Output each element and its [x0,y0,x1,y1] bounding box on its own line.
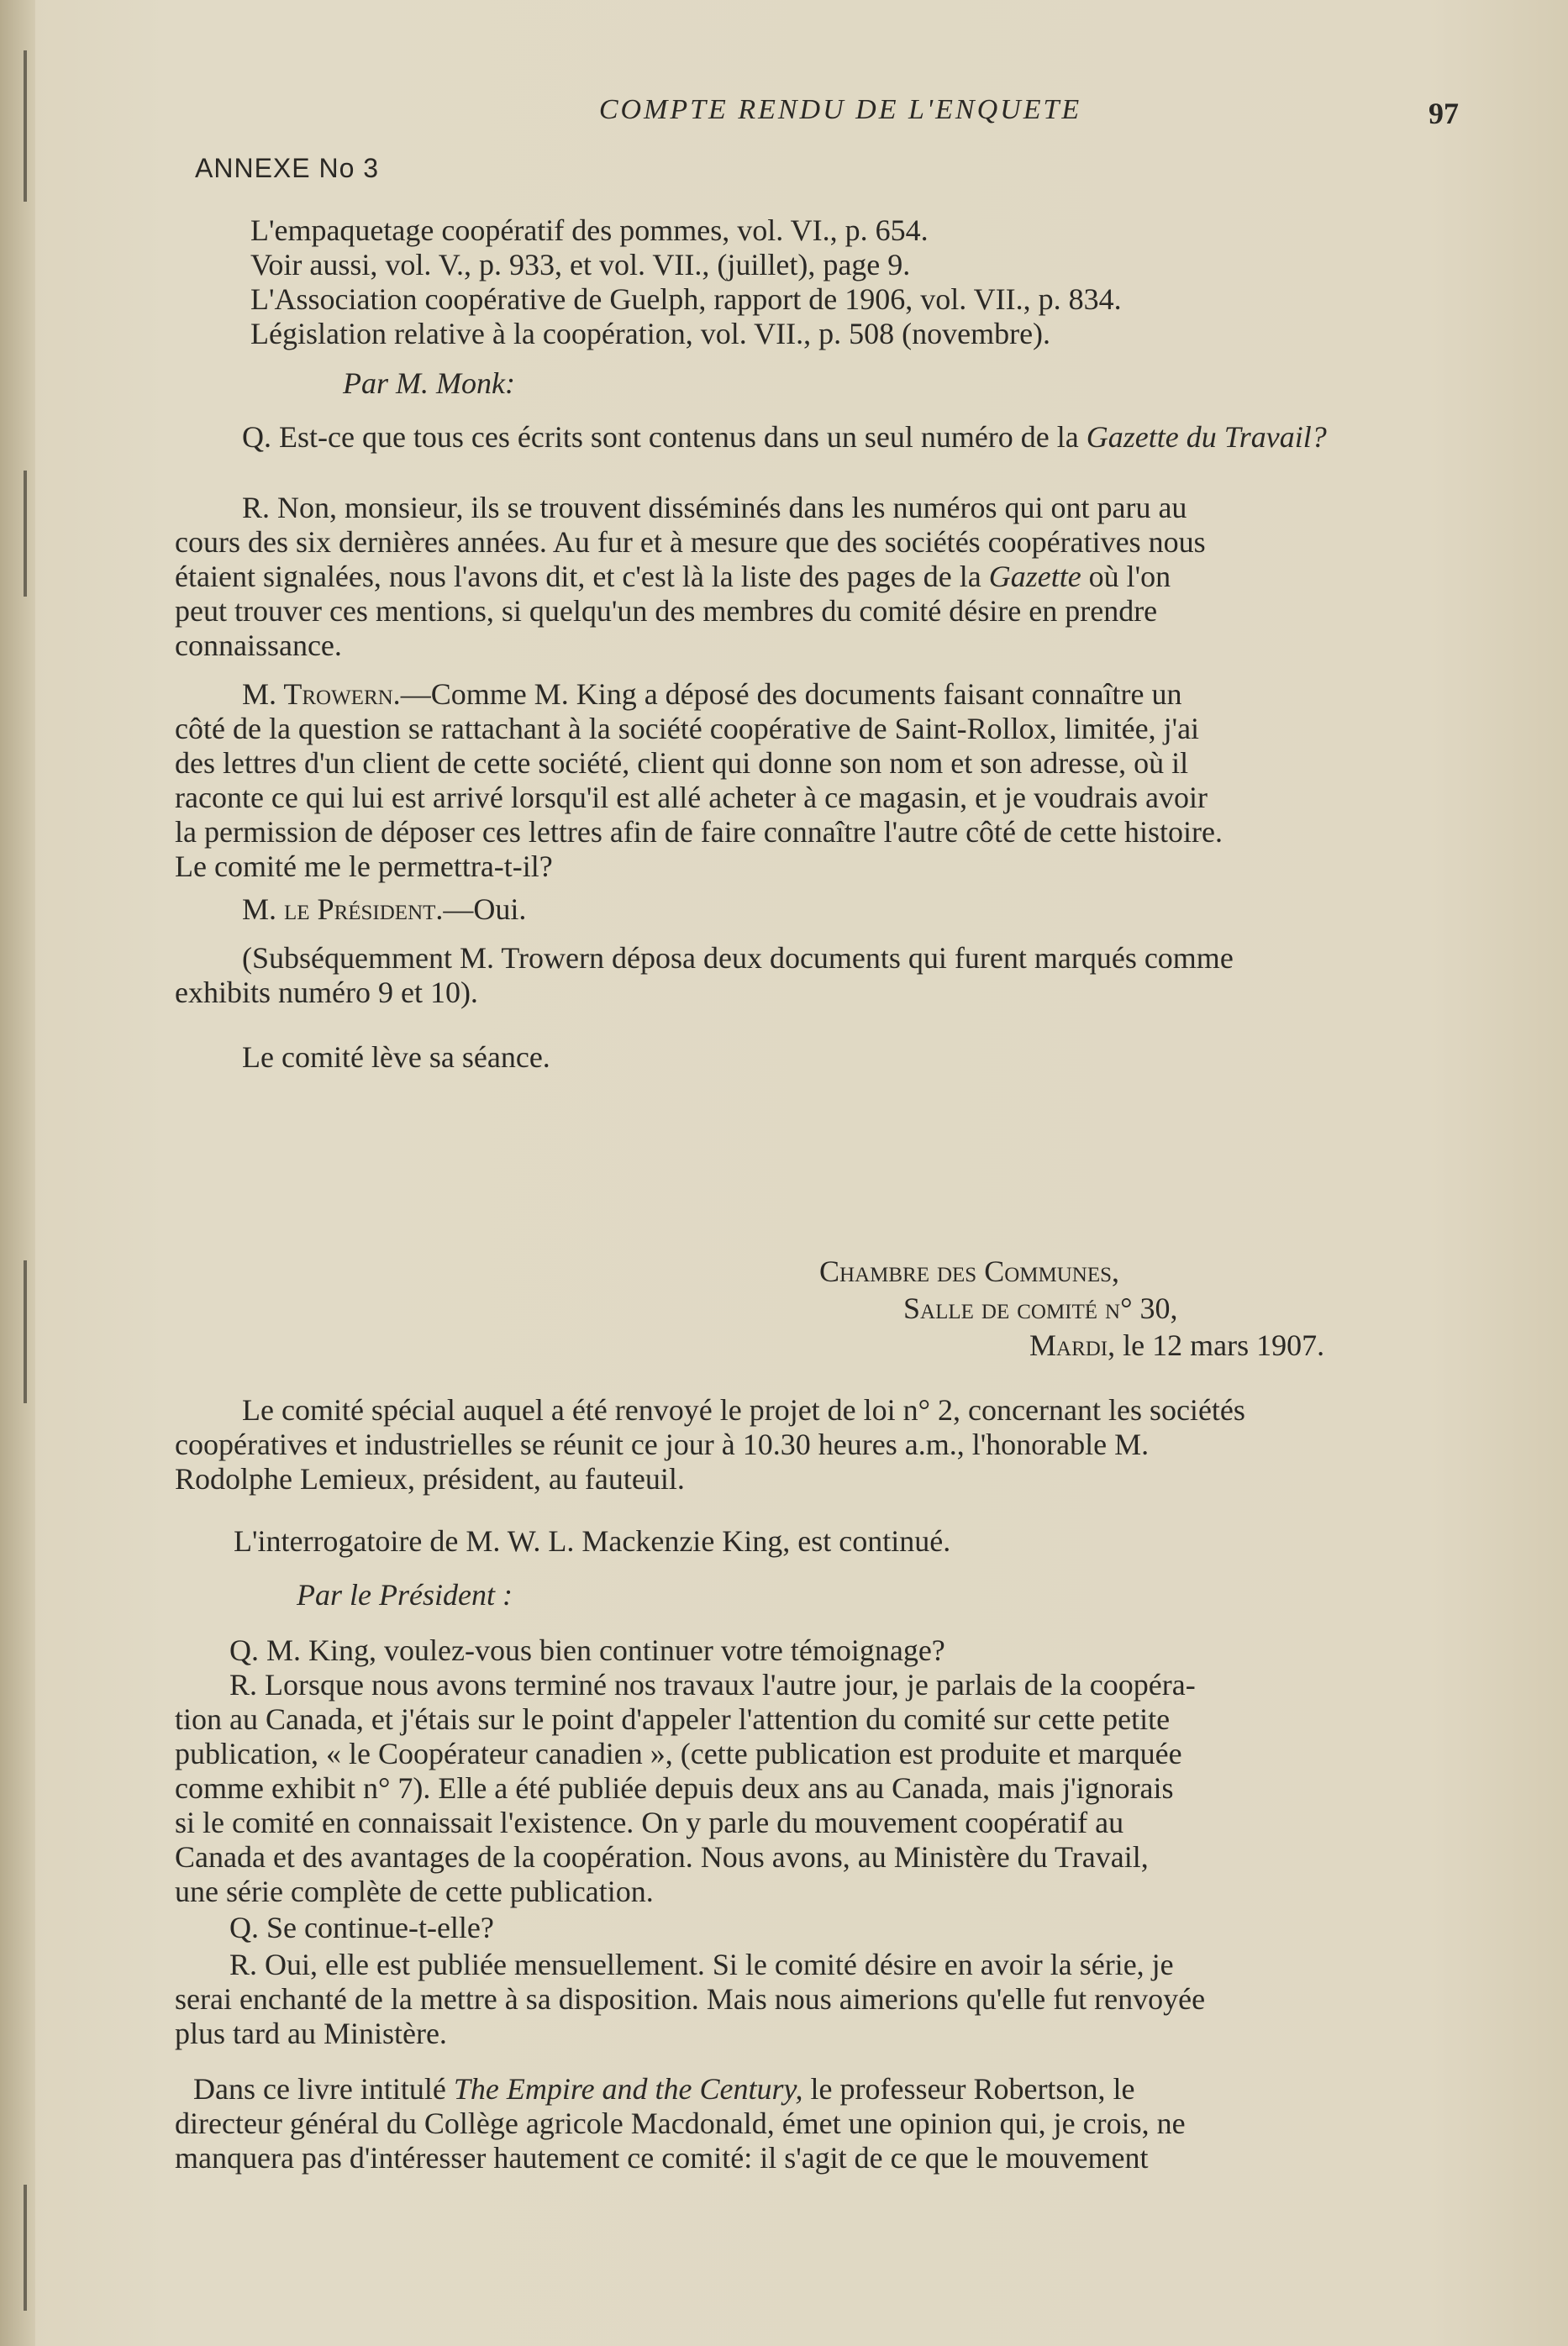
answer-line: R. Oui, elle est publiée mensuellement. Si le comité désire en avoir la série, je [229,1948,1174,1981]
adjournment: Le comité lève sa séance. [242,1040,550,1074]
trowern-statement [242,677,1181,712]
paragraph-text: le professeur Robertson, le [802,2072,1135,2106]
question-text: Q. Est-ce que tous ces écrits sont contenus dans un seul numéro de la [242,420,1087,454]
gazette-title: Gazette du Travail? [1086,420,1327,454]
note-line: exhibits numéro 9 et 10). [175,976,478,1009]
final-paragraph-line: manquera pas d'intéresser hautement ce comité: il s'agit de ce que le mouvement [175,2141,1149,2175]
question: Q. M. King, voulez-vous bien continuer votre témoignage? [229,1633,945,1667]
speaker-heading: Par M. Monk: [343,366,515,400]
question: Q. Se continue-t-elle? [229,1911,494,1944]
answer-text: où l'on [1081,560,1171,593]
reference-item: L'empaquetage coopératif des pommes, vol. VI., p. 654. [250,213,929,247]
answer-line: cours des six dernières années. Au fur et à mesure que des sociétés coopératives nous [175,525,1206,559]
final-paragraph-line [193,2072,1134,2107]
paragraph-text: Dans ce livre intitulé [193,2072,454,2106]
answer-line: si le comité en connaissait l'existence. On y parle du mouvement coopératif au [175,1806,1124,1839]
statement-line: des lettres d'un client de cette société, client qui donne son nom et son adresse, où il [175,746,1189,780]
answer-line: peut trouver ces mentions, si quelqu'un des membres du comité désire en prendre [175,594,1158,628]
book-title: The Empire and the Century, [453,2072,803,2106]
statement-text: —Comme M. King a déposé des documents faisant connaître un [400,677,1182,711]
answer-line [175,560,1171,594]
speaker-name: M. Trowern. [242,677,401,711]
question [242,420,1327,455]
statement-line: côté de la question se rattachant à la société coopérative de Saint-Rollox, limitée, j'ai [175,712,1200,745]
note-line: (Subséquemment M. Trowern déposa deux documents qui furent marqués comme [242,941,1234,975]
statement-line: raconte ce qui lui est arrivé lorsqu'il est allé acheter à ce magasin, et je voudrais avoir [175,781,1208,814]
final-paragraph-line: directeur général du Collège agricole Macdonald, émet une opinion qui, je crois, ne [175,2107,1186,2140]
statement-line: la permission de déposer ces lettres afin de faire connaître l'autre côté de cette histoire. [175,815,1223,849]
address-line: Chambre des Communes, [819,1255,1120,1288]
answer-line: R. Non, monsieur, ils se trouvent disséminés dans les numéros qui ont paru au [242,491,1187,524]
president-statement [242,892,526,927]
answer-line: R. Lorsque nous avons terminé nos travaux l'autre jour, je parlais de la coopéra- [229,1668,1196,1702]
binding-mark [24,471,27,597]
answer-text: étaient signalées, nous l'avons dit, et c'est là la liste des pages de la [175,560,989,593]
date-text: , le 12 mars 1907. [1108,1328,1325,1362]
statement-line: Le comité me le permettra-t-il? [175,850,553,883]
answer-line: Canada et des avantages de la coopération. Nous avons, au Ministère du Travail, [175,1840,1149,1874]
page-binding-edge [0,0,35,2346]
meeting-date [1029,1328,1324,1363]
address-line: Salle de comité n° 30, [903,1291,1178,1325]
day-name: Mardi [1029,1328,1108,1362]
reference-item: L'Association coopérative de Guelph, rapport de 1906, vol. VII., p. 834. [250,282,1122,316]
annex-label: ANNEXE No 3 [195,153,380,183]
answer-line: connaissance. [175,629,342,662]
binding-mark [24,2185,27,2311]
gazette-title: Gazette [988,560,1081,593]
answer-line: tion au Canada, et j'étais sur le point d'appeler l'attention du comité sur cette petite [175,1702,1171,1736]
statement-text: —Oui. [443,892,527,926]
reference-item: Législation relative à la coopération, vol. VII., p. 508 (novembre). [250,317,1051,350]
opening-line: Le comité spécial auquel a été renvoyé le projet de loi n° 2, concernant les sociétés [242,1393,1245,1427]
interrogatoire-line: L'interrogatoire de M. W. L. Mackenzie King, est continué. [234,1524,951,1558]
answer-line: plus tard au Ministère. [175,2017,447,2050]
reference-item: Voir aussi, vol. V., p. 933, et vol. VII., (juillet), page 9. [250,248,911,281]
answer-line: comme exhibit n° 7). Elle a été publiée depuis deux ans au Canada, mais j'ignorais [175,1771,1174,1805]
speaker-heading: Par le Président : [297,1578,513,1612]
answer-line: une série complète de cette publication. [175,1875,654,1908]
answer-line: publication, « le Coopérateur canadien », (cette publication est produite et marquée [175,1737,1182,1770]
opening-line: coopératives et industrielles se réunit ce jour à 10.30 heures a.m., l'honorable M. [175,1428,1150,1461]
running-title: COMPTE RENDU DE L'ENQUETE [598,94,1082,125]
binding-mark [24,1260,27,1403]
speaker-name: M. le Président. [242,892,444,926]
answer-line: serai enchanté de la mettre à sa disposition. Mais nous aimerions qu'elle fut renvoyée [175,1982,1206,2016]
opening-line: Rodolphe Lemieux, président, au fauteuil. [175,1462,685,1496]
running-header [0,94,1568,145]
page-number: 97 [1429,97,1459,130]
